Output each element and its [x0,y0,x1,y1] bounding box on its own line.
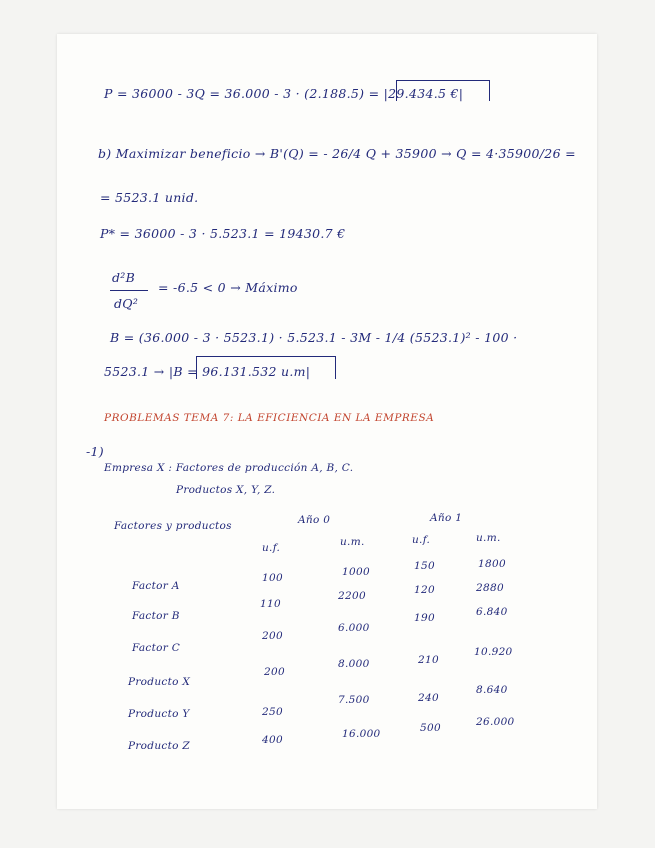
cell-c-um1: 6.840 [476,606,508,618]
year-1-header: Año 1 [430,512,463,524]
second-derivative-den: dQ² [114,296,139,311]
year-0-header: Año 0 [298,514,331,526]
problem-number: -1) [86,444,104,459]
cell-a-uf0: 100 [262,572,283,584]
cell-y-uf0: 250 [262,706,283,718]
cell-y-um1: 8.640 [476,684,508,696]
cell-z-um0: 16.000 [342,728,381,740]
cell-b-um0: 2200 [338,590,366,602]
subcol-uf-0: u.f. [262,542,281,554]
company-line: Empresa X : Factores de producción A, B, C. [104,462,354,474]
cell-x-uf1: 210 [418,654,439,666]
second-derivative-num: d²B [112,270,136,285]
cell-c-uf1: 190 [414,612,435,624]
subcol-um-0: u.m. [340,536,365,548]
cell-b-uf1: 120 [414,584,435,596]
row-label-factor-a: Factor A [132,580,180,592]
cell-c-um0: 6.000 [338,622,370,634]
equation-benefit: B = (36.000 - 3 · 5523.1) · 5.523.1 - 3M - 1/4 (5523.1)² - 100 · [110,330,518,345]
cell-y-um0: 7.500 [338,694,370,706]
result-box-price [396,80,490,101]
equation-price: P = 36000 - 3Q = 36.000 - 3 · (2.188.5) = |29.434.5 €| [104,86,464,101]
result-box-benefit [196,356,336,379]
row-label-factor-c: Factor C [132,642,181,654]
cell-z-um1: 26.000 [476,716,515,728]
second-derivative-result: = -6.5 < 0 → Máximo [158,280,298,295]
equation-optimal-price: P* = 36000 - 3 · 5.523.1 = 19430.7 € [100,226,346,241]
row-label-producto-x: Producto X [128,676,191,688]
problems-heading: PROBLEMAS TEMA 7: LA EFICIENCIA EN LA EMPRESA [104,412,435,424]
equation-maximize: b) Maximizar beneficio → B'(Q) = - 26/4 Q + 35900 → Q = 4·35900/26 = [98,146,576,161]
row-label-producto-z: Producto Z [128,740,190,752]
subcol-um-1: u.m. [476,532,501,544]
cell-b-uf0: 110 [260,598,281,610]
products-line: Productos X, Y, Z. [176,484,276,496]
table-header-label: Factores y productos [114,520,232,532]
equation-benefit-result: 5523.1 → |B = 96.131.532 u.m| [104,364,311,379]
cell-z-uf1: 500 [420,722,441,734]
cell-x-um1: 10.920 [474,646,513,658]
cell-a-uf1: 150 [414,560,435,572]
cell-a-um1: 1800 [478,558,506,570]
cell-y-uf1: 240 [418,692,439,704]
fraction-bar [110,290,148,291]
subcol-uf-1: u.f. [412,534,431,546]
cell-x-um0: 8.000 [338,658,370,670]
cell-c-uf0: 200 [262,630,283,642]
cell-a-um0: 1000 [342,566,370,578]
row-label-producto-y: Producto Y [128,708,190,720]
row-label-factor-b: Factor B [132,610,180,622]
cell-x-uf0: 200 [264,666,285,678]
equation-quantity: = 5523.1 unid. [100,190,199,205]
cell-b-um1: 2880 [476,582,504,594]
cell-z-uf0: 400 [262,734,283,746]
